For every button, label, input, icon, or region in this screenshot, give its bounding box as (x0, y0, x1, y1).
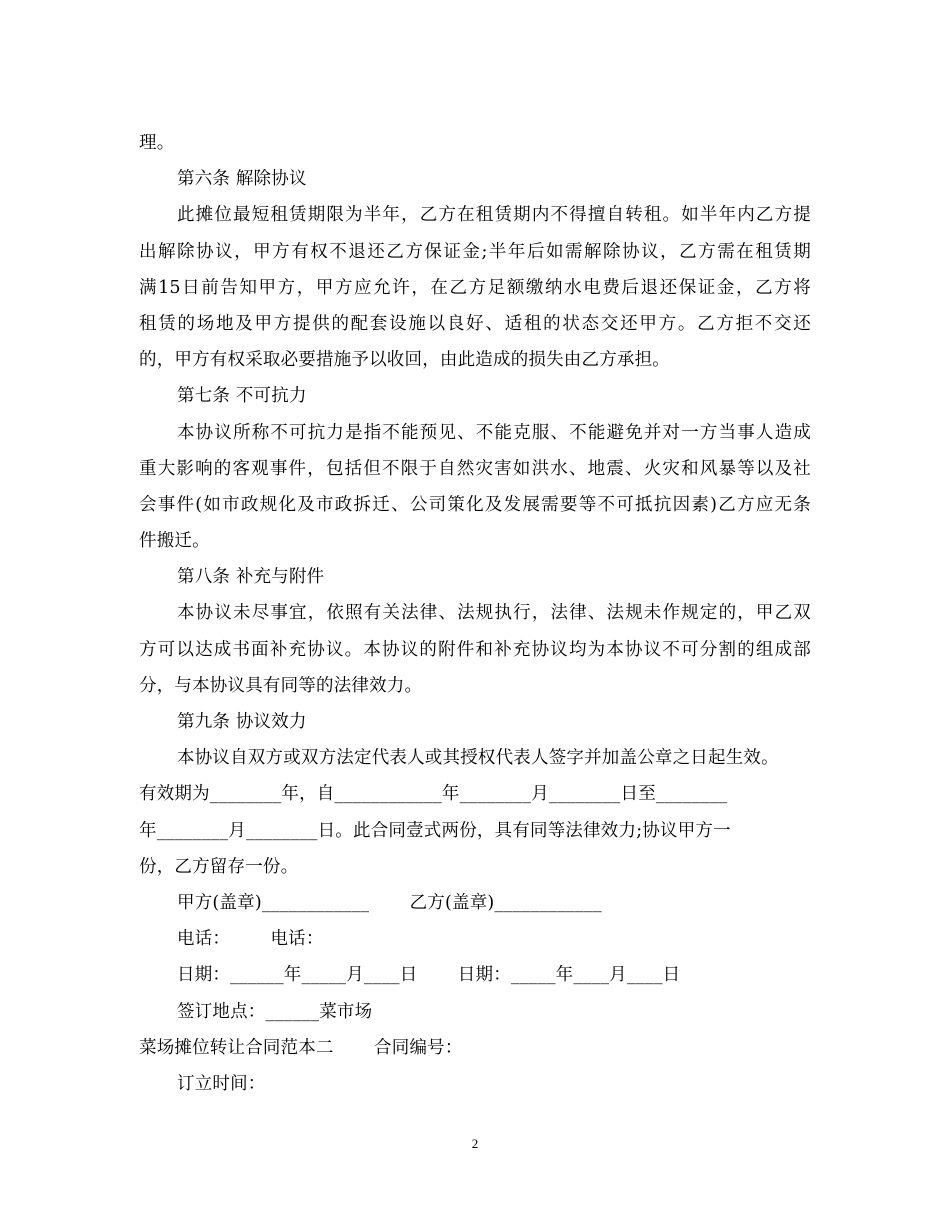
document-line: 第七条 不可抗力 (177, 386, 307, 407)
document-line: 电话： 电话： (177, 929, 324, 950)
document-line: 甲方(盖章)____________ 乙方(盖章)____________ (177, 892, 602, 913)
document-line: 第九条 协议效力 (177, 712, 307, 732)
document-line: 日期：______年_____月____日 日期：_____年____月____日 (177, 965, 681, 986)
document-line: 本协议未尽事宜，依照有关法律、法规执行，法律、法规未作规定的，甲乙双 (177, 603, 811, 624)
document-line: 理。 (139, 133, 175, 153)
document-line: 份，乙方留存一份。 (139, 856, 299, 877)
page-number: 2 (471, 1136, 479, 1151)
document-line: 件搬迁。 (139, 531, 210, 552)
document-line: 本协议所称不可抗力是指不能预见、不能克服、不能避免并对一方当事人造成 (177, 422, 811, 443)
document-line: 第六条 解除协议 (177, 169, 307, 190)
document-line: 签订地点：______菜市场 (177, 1001, 373, 1022)
document-line: 租赁的场地及甲方提供的配套设施以良好、适租的状态交还甲方。乙方拒不交还 (139, 313, 811, 334)
document-line: 会事件(如市政规化及市政拆迁、公司策化及发展需要等不可抵抗因素)乙方应无条 (139, 494, 811, 515)
document-line: 满15日前告知甲方，甲方应允许，在乙方足额缴纳水电费后退还保证金，乙方将 (139, 277, 811, 298)
document-line: 年________月________日。此合同壹式两份，具有同等法律效力;协议甲方一 (139, 820, 731, 841)
document-line: 订立时间： (177, 1073, 266, 1094)
document-line: 重大影响的客观事件，包括但不限于自然灾害如洪水、地震、火灾和风暴等以及社 (139, 458, 811, 479)
document-line: 菜场摊位转让合同范本二 合同编号： (139, 1037, 463, 1058)
document-line: 有效期为________年，自____________年________月________日至________ (139, 784, 728, 805)
document-line: 第八条 补充与附件 (177, 567, 325, 588)
document-line: 的，甲方有权采取必要措施予以收回，由此造成的损失由乙方承担。 (139, 350, 670, 371)
document-line: 方可以达成书面补充协议。本协议的附件和补充协议均为本协议不可分割的组成部 (139, 639, 811, 660)
document-line: 分，与本协议具有同等的法律效力。 (139, 675, 423, 696)
document-line: 出解除协议，甲方有权不退还乙方保证金;半年后如需解除协议，乙方需在租赁期 (139, 241, 811, 262)
document-body (139, 125, 811, 1102)
document-line: 本协议自双方或双方法定代表人或其授权代表人签字并加盖公章之日起生效。 (177, 748, 779, 769)
document-line: 此摊位最短租赁期限为半年，乙方在租赁期内不得擅自转租。如半年内乙方提 (177, 205, 811, 226)
